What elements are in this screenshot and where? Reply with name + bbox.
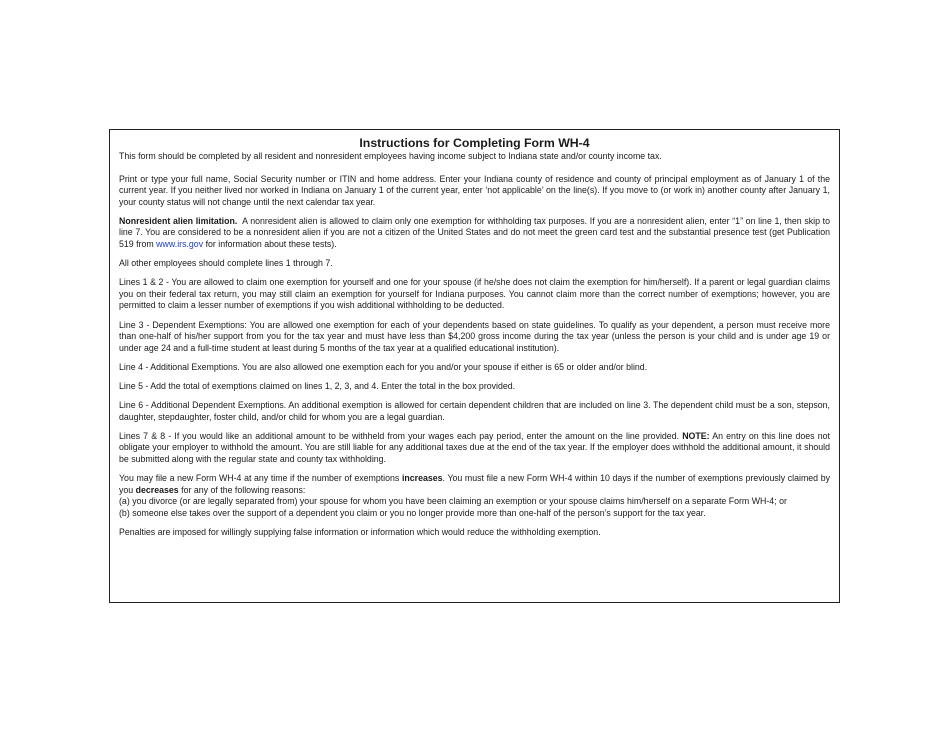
nonresident-text: A nonresident alien is allowed to claim only one exemption for withholding tax purposes. If you are a nonresident alien, enter “1” on line 1, then skip to line 7. You are considered to be a nonresident alien if you are not a citizen of the United States and do not meet the green card test and the substantial presence test (get Publication 519 from xyxy=(119,215,831,250)
print-instructions-paragraph: Print or type your full name, Social Security number or ITIN and home address. Enter your Indiana county of residence and county of principal employment as of January 1 of the current year. If you neither lived nor worked in Indiana on January 1 of the current year, enter ‘not applicable’ on the line(s). If you move to (or work in) another county after January 1, your county status will not change until the next calendar tax year. xyxy=(119,173,830,207)
line-6-paragraph: Line 6 - Additional Dependent Exemptions. An additional exemption is allowed for certain dependent children that are included on line 3. The dependent child must be a son, stepson, daughter, stepdaughter, foster child, and/or child for whom you are a legal guardian. xyxy=(119,400,830,422)
line-5-paragraph: Line 5 - Add the total of exemptions claimed on lines 1, 2, 3, and 4. Enter the total in the box provided. xyxy=(119,380,516,391)
new-form-part2: . You must file a new Form WH-4 within 10 days if the number of exemptions previously claimed by you xyxy=(119,472,830,495)
increases-word: increases xyxy=(401,472,443,483)
lines-7-8-paragraph xyxy=(119,431,830,466)
decreases-word: decreases xyxy=(135,484,179,495)
lines-1-2-paragraph: Lines 1 & 2 - You are allowed to claim one exemption for yourself and one for your spouse (if he/she does not claim the exemption for him/herself). If a parent or legal guardian claims you on their federal tax return, you may still claim an exemption for yourself for Indiana purposes. You cannot claim more than the correct number of exemptions; however, you are permitted to claim a lesser number of exemptions if you wish additional withholding to be deducted. xyxy=(119,277,830,311)
instructions-box xyxy=(109,129,840,603)
lines-7-8-text: Lines 7 & 8 - If you would like an additional amount to be withheld from your wages each pay period, enter the amount on the line provided. xyxy=(119,430,680,441)
penalties-paragraph: Penalties are imposed for willingly supplying false information or information which would reduce the withholding exemption. xyxy=(119,526,601,537)
line-3-paragraph: Line 3 - Dependent Exemptions: You are allowed one exemption for each of your dependents based on state guidelines. To qualify as your dependent, a person must receive more than one-half of his/her support from you for the tax year and must have less than $4,200 gross income during the tax year (unless the person is your child and is under age 19 or under age 24 and a full-time student at least during 5 months of the tax year at a qualified educational institution). xyxy=(119,319,830,353)
new-form-part3: for any of the following reasons: xyxy=(181,484,306,495)
intro-paragraph: This form should be completed by all resident and nonresident employees having income subject to Indiana state and/or county income tax. xyxy=(119,151,662,161)
nonresident-heading: Nonresident alien limitation. xyxy=(119,215,238,226)
reason-a: (a) you divorce (or are legally separated from) your spouse for whom you have been claiming an exemption or your spouse claims him/herself on a separate Form WH-4; or xyxy=(119,496,787,507)
nonresident-paragraph xyxy=(119,216,830,251)
all-other-paragraph: All other employees should complete lines 1 through 7. xyxy=(119,258,333,269)
nonresident-text-after: for information about these tests). xyxy=(205,239,337,250)
irs-link[interactable]: www.irs.gov xyxy=(156,239,204,250)
page-title: Instructions for Completing Form WH-4 xyxy=(359,136,590,150)
instructions-content xyxy=(119,136,830,546)
reason-b: (b) someone else takes over the support of a dependent you claim or you no longer provide more than one-half of the person’s support for the tax year. xyxy=(119,507,706,518)
line-4-paragraph: Line 4 - Additional Exemptions. You are also allowed one exemption each for you and/or your spouse if either is 65 or older and/or blind. xyxy=(119,361,648,372)
note-text: An entry on this line does not obligate your employer to withhold the amount. You are still liable for any additional taxes due at the end of the tax year. If the employer does withhold the additional amount, it should be submitted along with the regular state and county tax withholding. xyxy=(119,430,830,464)
note-label: NOTE: xyxy=(682,430,710,441)
new-form-paragraph xyxy=(119,473,830,519)
new-form-part1: You may file a new Form WH-4 at any time if the number of exemptions xyxy=(119,472,400,483)
